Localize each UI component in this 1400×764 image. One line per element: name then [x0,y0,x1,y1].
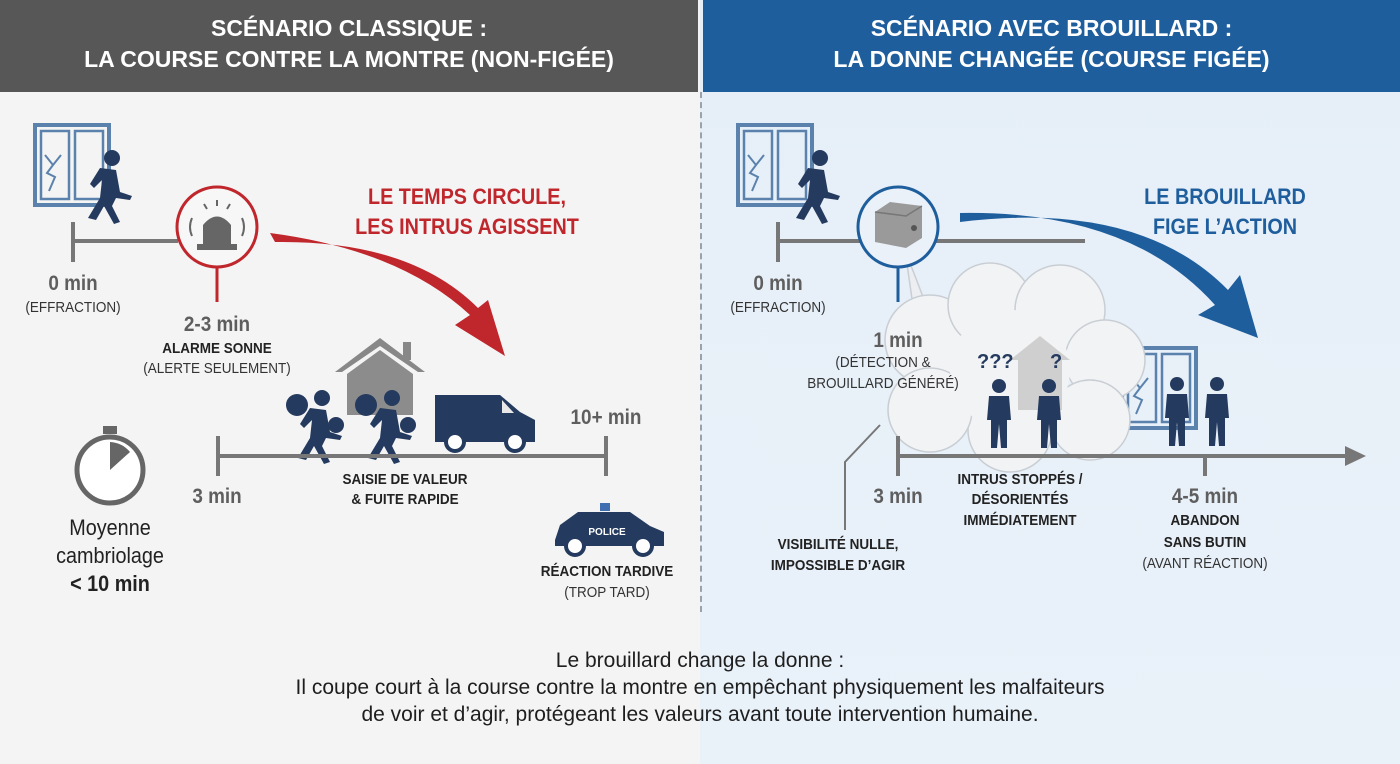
van-icon [435,395,535,451]
fleeing-intruder-icon [1165,377,1189,446]
fog-generator-icon [875,202,922,248]
step-time: 10+ min [570,406,642,429]
step-label: DÉSORIENTÉS [971,491,1069,508]
step-sub: (AVANT RÉACTION) [1142,555,1268,572]
header-line: SCÉNARIO CLASSIQUE : [210,15,488,41]
question-marks: ??? [977,351,1014,373]
conclusion-line: Il coupe court à la course contre la montre en empêchant physiquement les malfaiteurs [295,676,1105,699]
step-label: (DÉTECTION & [835,354,931,371]
header-line: SCÉNARIO AVEC BROUILLARD : [870,15,1233,41]
broken-window-icon [35,125,109,205]
average-label: Moyenne [69,515,151,540]
header-line: LA COURSE CONTRE LA MONTRE (NON-FIGÉE) [84,46,614,72]
visibility-label: IMPOSSIBLE D’AGIR [770,557,906,574]
step-time: 0 min [753,272,803,295]
step-label: BROUILLARD GÉNÉRÉ) [807,375,959,392]
header-line: LA DONNE CHANGÉE (COURSE FIGÉE) [833,46,1270,72]
step-time: 2-3 min [183,313,251,336]
step-time: 0 min [48,272,98,295]
intruder-icon [796,150,840,224]
step-label: INTRUS STOPPÉS / [957,471,1083,488]
step-label: IMMÉDIATEMENT [963,512,1077,529]
leader-line [845,425,880,530]
conclusion-line: de voir et d’agir, protégeant les valeurs avant toute intervention humaine. [361,703,1039,726]
police-label: POLICE [588,527,626,538]
step-label: (EFFRACTION) [730,299,826,316]
step-label: (EFFRACTION) [25,299,121,316]
step-sub: (TROP TARD) [564,584,650,601]
step-time: 3 min [192,485,242,508]
house-icon [335,338,425,415]
step-label: ABANDON [1170,512,1240,529]
step-label: SAISIE DE VALEUR [342,471,468,488]
broken-window-icon [738,125,812,205]
callout-line: FIGE L’ACTION [1152,214,1298,239]
fleeing-intruder-icon [1205,377,1229,446]
conclusion-line: Le brouillard change la donne : [555,649,845,672]
step-time: 4-5 min [1171,485,1239,508]
step-label: ALARME SONNE [162,340,272,357]
conclusion-text [0,647,1400,728]
question-marks: ? [1050,351,1063,373]
average-value: < 10 min [70,571,150,596]
stopwatch-icon [77,426,143,503]
callout-line: LE BROUILLARD [1144,184,1306,209]
step-label: RÉACTION TARDIVE [540,563,674,580]
average-label: cambriolage [56,543,164,568]
step-time: 3 min [873,485,923,508]
visibility-label: VISIBILITÉ NULLE, [777,536,899,553]
step-label: SANS BUTIN [1163,534,1247,551]
intruder-icon [88,150,132,224]
callout-line: LES INTRUS AGISSENT [355,214,579,239]
red-arrow [270,233,505,356]
step-sub: (ALERTE SEULEMENT) [143,360,291,377]
step-time: 1 min [873,329,923,352]
step-label: & FUITE RAPIDE [351,491,459,508]
callout-line: LE TEMPS CIRCULE, [367,184,567,209]
thief-icon [286,390,344,464]
